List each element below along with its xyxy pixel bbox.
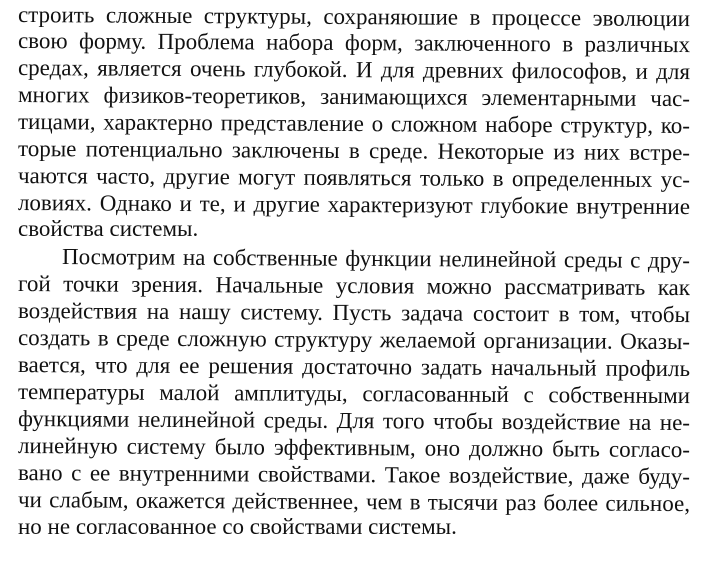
text-line: ловиях. Однако и те, и другие характеризуют глубокие внутренние	[17, 190, 691, 220]
text-line: функциями нелинейной среды. Для того чтобы воздействие на не-	[17, 406, 691, 436]
text-line: многих физиков-теоретиков, занимающихся элементарными час-	[17, 82, 691, 112]
text-line: но не согласованное со свойствами системы.	[18, 514, 457, 539]
text-line: Посмотрим на собственные функции нелинейной среды с дру-	[61, 244, 691, 273]
text-line: чи слабым, окажется действеннее, чем в тысячи раз более сильное,	[17, 487, 691, 517]
text-line: создать в среде сложную структуру желаемой организации. Оказы-	[17, 325, 691, 355]
text-line: торые потенциально заключены в среде. Некоторые из них встре-	[17, 136, 691, 166]
text-line: гой точки зрения. Начальные условия можно рассматривать как	[17, 271, 691, 301]
text-line: строить сложные структуры, сохраняюшие в процессе эволюции	[17, 2, 691, 32]
text-line: чаются часто, другие могут появляться только в определенных ус-	[17, 163, 691, 193]
text-line: свойства системы.	[18, 216, 199, 241]
text-line: температуры малой амплитуды, согласованный с собственными	[17, 379, 691, 409]
text-line: тицами, характерно представление о сложном наборе структур, ко-	[17, 109, 691, 139]
text-line: средах, является очень глубокой. И для древних философов, и для	[17, 55, 691, 85]
text-line: вается, что для ее решения достаточно задать начальный профиль	[17, 352, 691, 382]
text-line: воздействия на нашу систему. Пусть задача состоит в том, чтобы	[17, 298, 691, 328]
text-line: линейную систему было эффективным, оно должно быть согласо-	[17, 433, 691, 463]
text-line: свою форму. Проблема набора форм, заключенного в различных	[17, 28, 691, 58]
text-line: вано с ее внутренними свойствами. Такое воздействие, даже буду-	[17, 460, 691, 490]
